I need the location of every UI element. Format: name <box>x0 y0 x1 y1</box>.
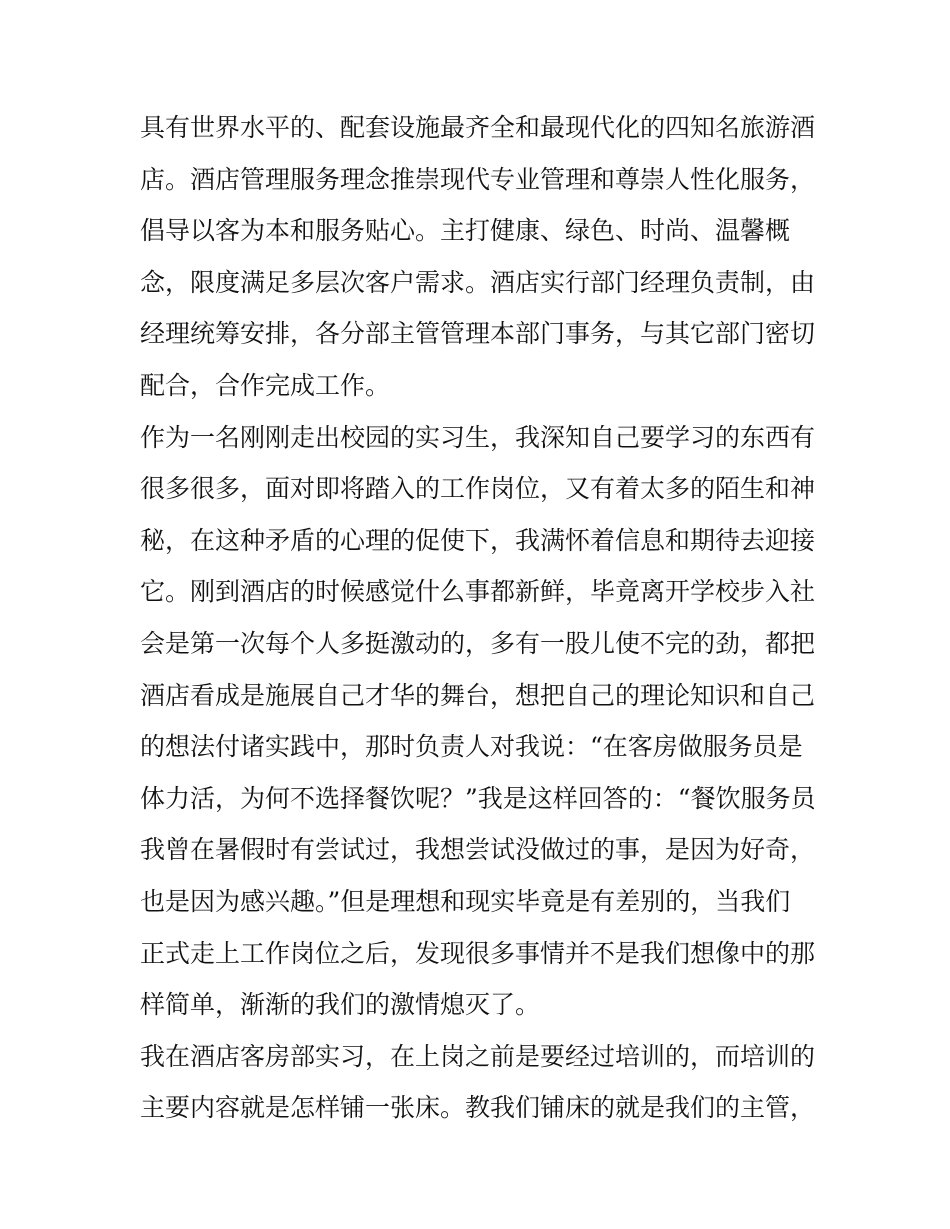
text-line: 它。刚到酒店的时候感觉什么事都新鲜，毕竟离开学校步入社 <box>140 577 816 607</box>
text-line: 样简单，渐渐的我们的激情熄灭了。 <box>140 990 541 1020</box>
text-line: 很多很多，面对即将踏入的工作岗位，又有着太多的陌生和神 <box>140 474 816 504</box>
text-line: 具有世界水平的、配套设施最齐全和最现代化的四知名旅游酒 <box>140 113 816 142</box>
paragraph-3 <box>140 1031 816 1134</box>
text-line: 倡导以客为本和服务贴心。主打健康、绿色、时尚、温馨概 <box>140 216 791 246</box>
text-line: 我在酒店客房部实习，在上岗之前是要经过培训的，而培训的 <box>140 1041 816 1071</box>
text-line: 酒店看成是施展自己才华的舞台，想把自己的理论知识和自己 <box>140 680 816 710</box>
text-line: 主要内容就是怎样铺一张床。教我们铺床的就是我们的主管， <box>140 1093 816 1123</box>
text-line: 会是第一次每个人多挺激动的，多有一股儿使不完的劲，都把 <box>140 628 816 658</box>
text-line: 我曾在暑假时有尝试过，我想尝试没做过的事，是因为好奇， <box>140 835 816 865</box>
text-line: 秘，在这种矛盾的心理的促使下，我满怀着信息和期待去迎接 <box>140 525 816 555</box>
text-line: 店。酒店管理服务理念推崇现代专业管理和尊崇人性化服务， <box>140 164 816 194</box>
text-line: 体力活，为何不选择餐饮呢？”我是这样回答的：“餐饮服务员 <box>140 783 816 813</box>
text-line: 作为一名刚刚走出校园的实习生，我深知自己要学习的东西有 <box>140 422 816 452</box>
document-body <box>140 102 816 1134</box>
text-line: 也是因为感兴趣。”但是理想和现实毕竟是有差别的，当我们 <box>140 886 791 916</box>
paragraph-1 <box>140 102 816 412</box>
text-line: 配合，合作完成工作。 <box>140 370 391 400</box>
text-line: 经理统筹安排，各分部主管管理本部门事务，与其它部门密切 <box>140 319 816 349</box>
text-line: 的想法付诸实践中，那时负责人对我说：“在客房做服务员是 <box>140 732 803 762</box>
text-line: 念，限度满足多层次客户需求。酒店实行部门经理负责制，由 <box>140 267 816 297</box>
text-line: 正式走上工作岗位之后，发现很多事情并不是我们想像中的那 <box>140 938 816 968</box>
paragraph-2 <box>140 412 816 1031</box>
